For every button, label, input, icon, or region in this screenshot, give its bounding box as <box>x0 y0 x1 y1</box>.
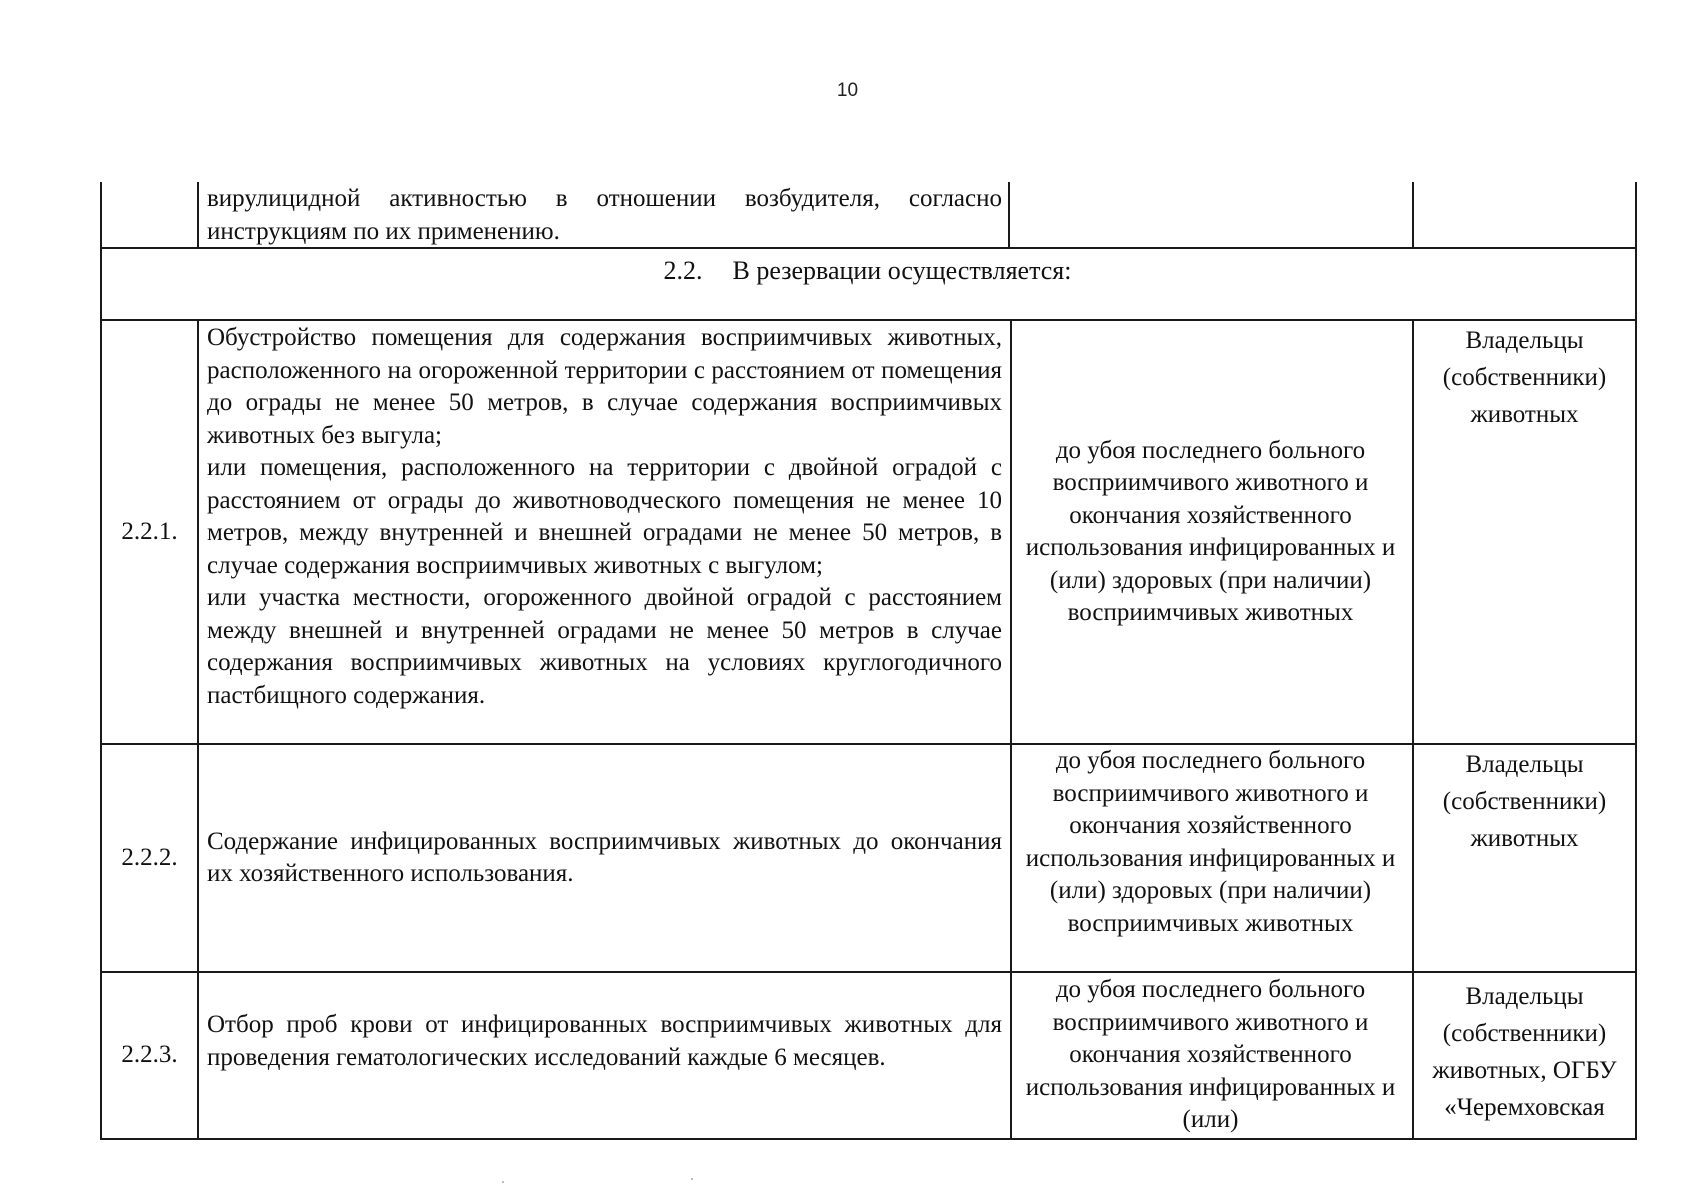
table-border <box>1412 182 1414 248</box>
row-description <box>207 322 1002 712</box>
description-paragraph: Обустройство помещения для содержания восприимчивых животных, расположенного на огороженной территории с расстоянием от помещения до ограды не менее 50 метров, в случае содержания восприимчивых животных без выгула; <box>207 324 1002 449</box>
table-border <box>1635 319 1637 1140</box>
row-deadline: до убоя последнего больного восприимчивого животного и окончания хозяйственного использования инфицированных и (или) здоровых (при наличии) восприимчивых животных <box>1025 436 1396 626</box>
description-paragraph: Содержание инфицированных восприимчивых животных до окончания их хозяйственного использования. <box>207 827 1002 887</box>
row-number: 2.2.2. <box>121 843 178 871</box>
table-border <box>197 319 199 1140</box>
row-responsible: Владельцы (собственники) животных <box>1442 751 1607 852</box>
table-border <box>100 971 1637 973</box>
table-border <box>1010 319 1012 1140</box>
section-title: В резервации осуществляется: <box>732 256 1072 285</box>
table-border <box>1008 182 1010 248</box>
row-number: 2.2.3. <box>121 1041 178 1069</box>
row-description <box>207 1009 1002 1074</box>
row-responsible: Владельцы (собственники) животных <box>1442 327 1607 428</box>
scan-speck <box>691 1178 693 1180</box>
continuation-description: вирулицидной активностью в отношении возбудителя, согласно инструкциям по их применению. <box>207 185 1002 245</box>
table-border <box>1635 247 1637 320</box>
table-border <box>100 319 1637 321</box>
section-heading <box>100 256 1635 286</box>
row-description <box>207 745 1002 971</box>
page-number: 10 <box>836 80 859 101</box>
table-border <box>100 182 102 248</box>
table-border <box>100 1138 1637 1140</box>
section-number: 2.2. <box>663 256 703 285</box>
description-paragraph: Отбор проб крови от инфицированных восприимчивых животных для проведения гематологических исследований каждые 6 месяцев. <box>207 1011 1002 1071</box>
table-border <box>197 182 199 248</box>
scan-speck <box>502 1181 504 1183</box>
description-paragraph: или помещения, расположенного на территории с двойной оградой с расстоянием от ограды до животноводческого помещения не менее 10 метров, между внутренней и внешней оградами не менее 50 метров, в случае содержания восприимчивых животных с выгулом; <box>207 454 1002 579</box>
row-deadline: до убоя последнего больного восприимчивого животного и окончания хозяйственного использования инфицированных и (или) здоровых (при наличии) восприимчивых животных <box>1025 747 1396 937</box>
row-responsible: Владельцы (собственники) животных, ОГБУ «Черемховская <box>1432 983 1617 1121</box>
row-number: 2.2.1. <box>121 517 178 545</box>
table-border <box>1635 182 1637 248</box>
description-paragraph: или участка местности, огороженного двойной оградой с расстоянием между внешней и внутренней оградами не менее 50 метров в случае содержания восприимчивых животных на условиях круглогодичного пастбищного содержания. <box>207 584 1002 709</box>
row-deadline: до убоя последнего больного восприимчивого животного и окончания хозяйственного использования инфицированных и (или) <box>1025 976 1396 1133</box>
